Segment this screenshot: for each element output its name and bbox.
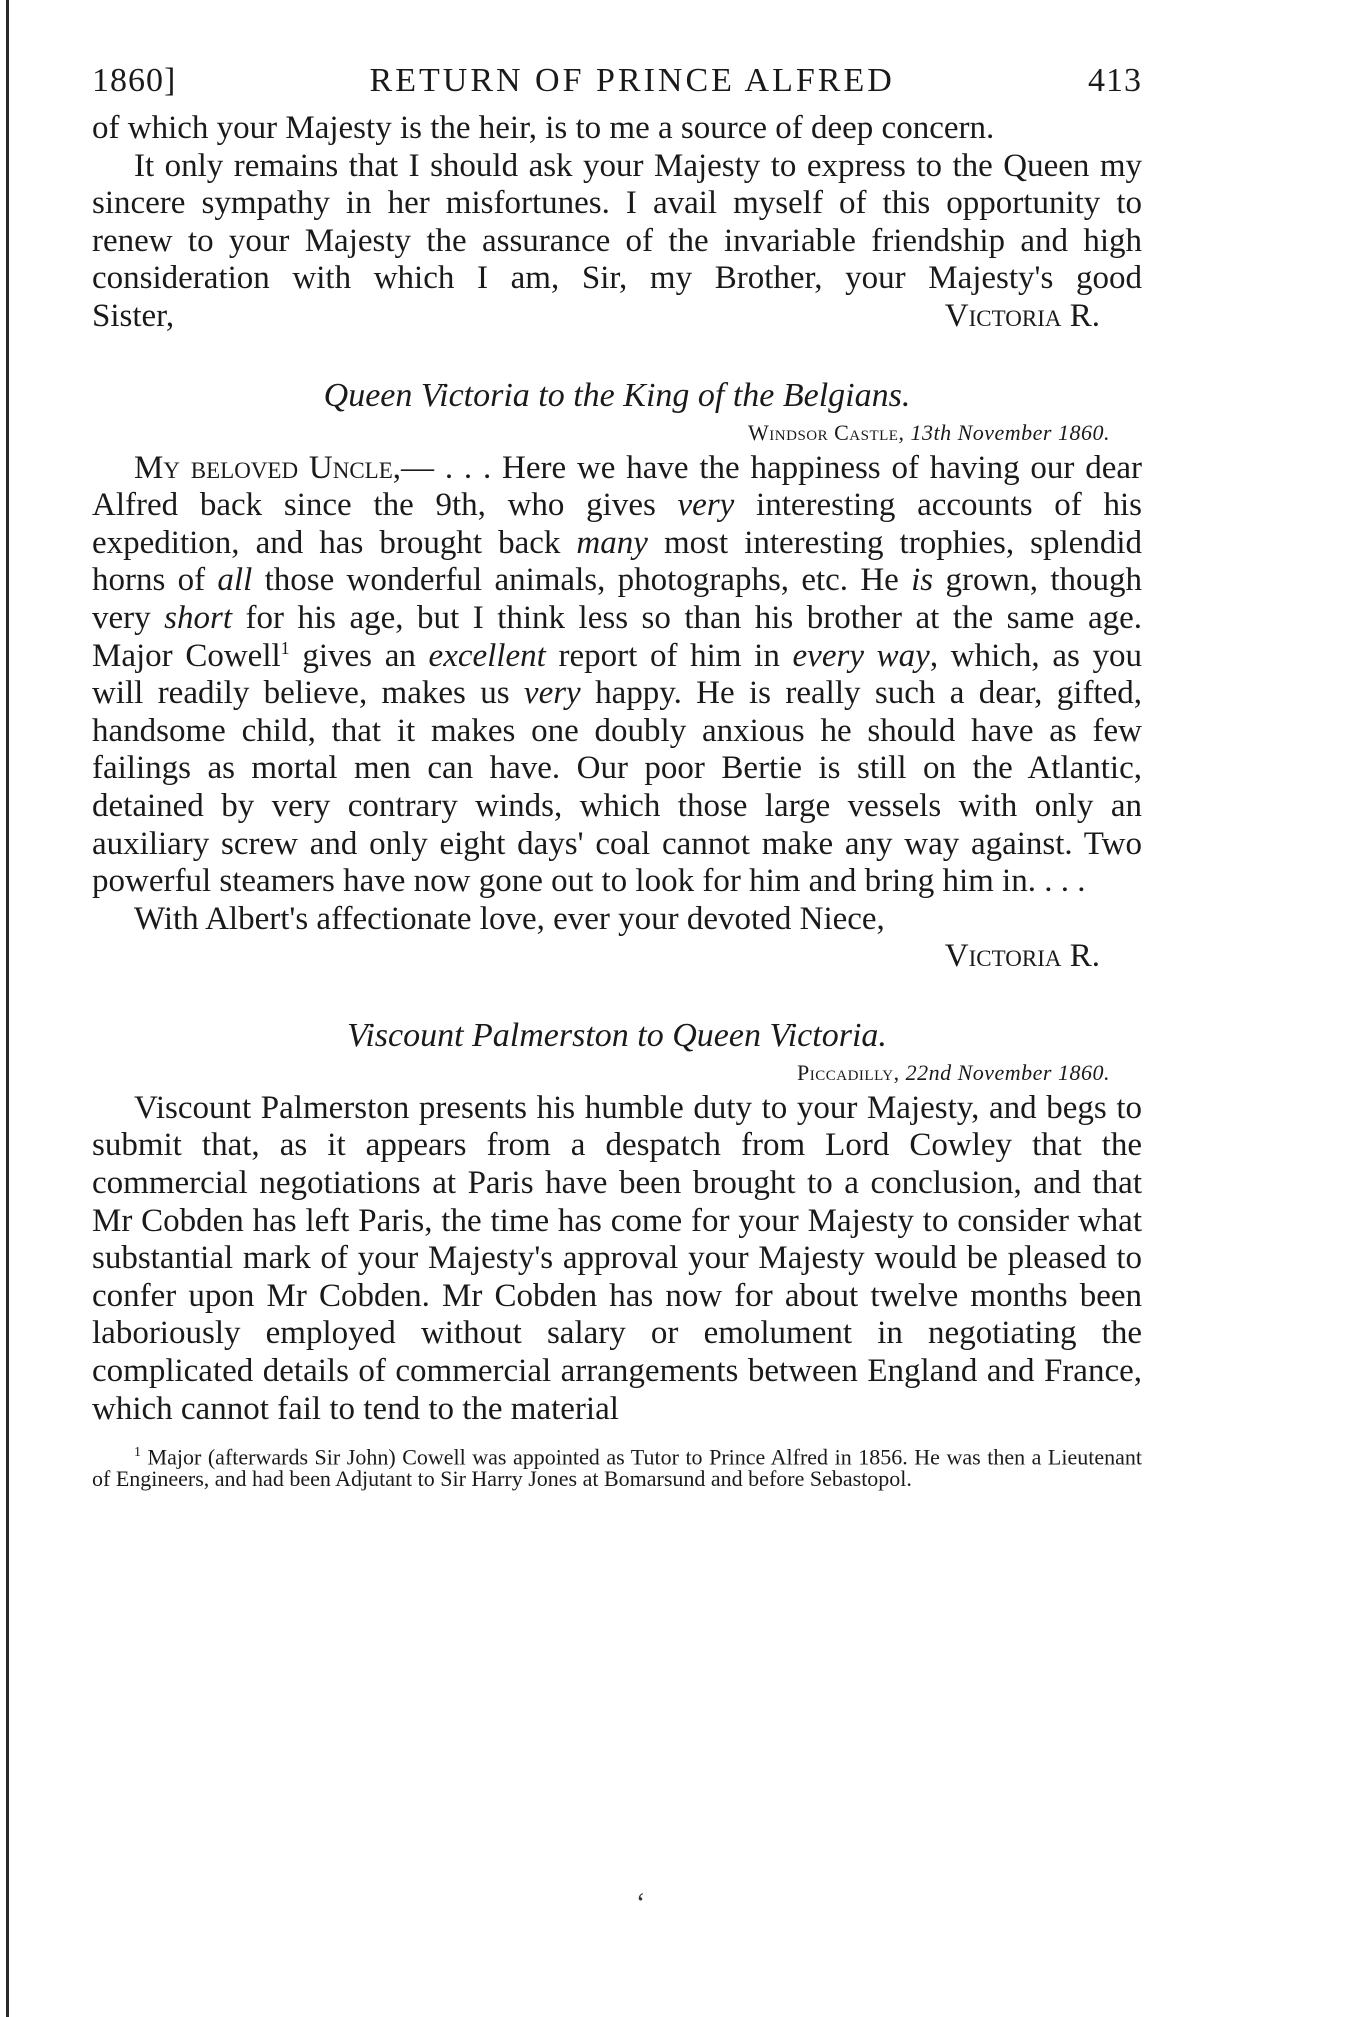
text-run: happy. He is really such a dear, gifted, handsome child, that it makes one doubly anxious he should have as few failings as mortal men can have. Our poor Bertie is still on the Atlantic, detained by very contrary winds, which those large vessels with only an auxiliary screw and only eight days' coal cannot make any way against. Two powerful steamers have now gone out to look for him and bring him in. . . . — [92, 675, 1142, 900]
letter1-paragraph: It only remains that I should ask your Majesty to express to the Queen my sincere sympathy in her misfortunes. I avail myself of this opportunity to renew to your Majesty the assurance of the invariable friendship and high consideration with which I am, Sir, my Brother, your Majesty's good — [92, 147, 1142, 297]
letter2-dateline — [92, 416, 1142, 450]
text-run: report of him in — [545, 637, 793, 674]
letter2-valediction: With Albert's affectionate love, ever your devoted Niece, — [134, 900, 885, 937]
text-run: grown, though very — [92, 562, 1142, 636]
text-run: those wonderful animals, photographs, etc. He — [252, 562, 912, 599]
letter3-paragraph: Viscount Palmerston presents his humble duty to your Majesty, and begs to submit that, as it appears from a despatch from Lord Cowley that the commercial negotiations at Paris have been brought to a conclusion, and that Mr Cobden has left Paris, the time has come for your Majesty to consider what substantial mark of your Majesty's approval your Majesty would be pleased to confer upon Mr Cobden. Mr Cobden has now for about twelve months been laboriously employed without salary or emolument in negotiating the complicated details of commercial arrangements between England and France, which cannot fail to tend to the material — [92, 1089, 1142, 1427]
letter2-place: Windsor Castle, — [748, 419, 905, 445]
letter2-paragraph — [92, 450, 1142, 901]
letter2-signature: Victoria R. — [944, 938, 1100, 975]
letter1-continuation: of which your Majesty is the heir, is to me a source of deep concern. — [92, 110, 995, 146]
emphasis: is — [911, 562, 934, 599]
print-speck: ‘ — [636, 1888, 646, 1919]
text-run: gives an — [289, 637, 429, 674]
letter3-place: Piccadilly, — [797, 1059, 900, 1085]
header-title: RETURN OF PRINCE ALFRED — [369, 62, 895, 99]
letter2-salutation: My beloved Uncle, — [134, 449, 402, 486]
book-page — [92, 62, 1142, 1489]
letter2-heading: Queen Victoria to the King of the Belgians. — [323, 376, 911, 414]
header-year: 1860] — [92, 62, 177, 99]
emphasis: short — [164, 599, 232, 636]
footnote — [92, 1442, 1143, 1491]
footnote-marker: 1 — [134, 1445, 141, 1461]
emphasis: many — [576, 524, 648, 561]
text-run: interesting accounts of his expedition, and has brought back — [92, 487, 1142, 561]
letter1-closing-row — [92, 298, 1142, 336]
letter3-heading: Viscount Palmerston to Queen Victoria. — [347, 1016, 887, 1054]
letter3-dateline — [92, 1056, 1142, 1090]
emphasis: very — [677, 487, 735, 524]
emphasis: every way — [792, 637, 930, 674]
running-header — [92, 62, 1142, 110]
page-number: 413 — [1088, 62, 1142, 99]
emphasis: excellent — [428, 637, 546, 674]
letter1-signature: Victoria R. — [944, 297, 1100, 334]
page-edge-rule — [6, 0, 9, 2017]
emphasis: all — [217, 562, 253, 599]
text-run: for his age, but I think less so than his brother at the same age. Major Cowell — [92, 599, 1142, 674]
text-run: most interesting trophies, splendid horns of — [92, 524, 1142, 599]
letter2-date: 13th November 1860. — [910, 419, 1110, 445]
footnote-text: Major (afterwards Sir John) Cowell was appointed as Tutor to Prince Alfred in 1856. He was then a Lieutenant of Engineers, and had been Adjutant to Sir Harry Jones at Bomarsund and before Sebastopol. — [92, 1444, 1143, 1491]
emphasis: very — [523, 675, 581, 712]
text-run: , which, as you will readily believe, makes us — [92, 637, 1143, 712]
text-run: — . . . Here we have the happiness of having our dear Alfred back since the 9th, who gives — [92, 449, 1142, 524]
letter3-date: 22nd November 1860. — [905, 1059, 1110, 1085]
footnote-reference: 1 — [280, 637, 290, 658]
letter1-closing: Sister, — [92, 297, 175, 334]
